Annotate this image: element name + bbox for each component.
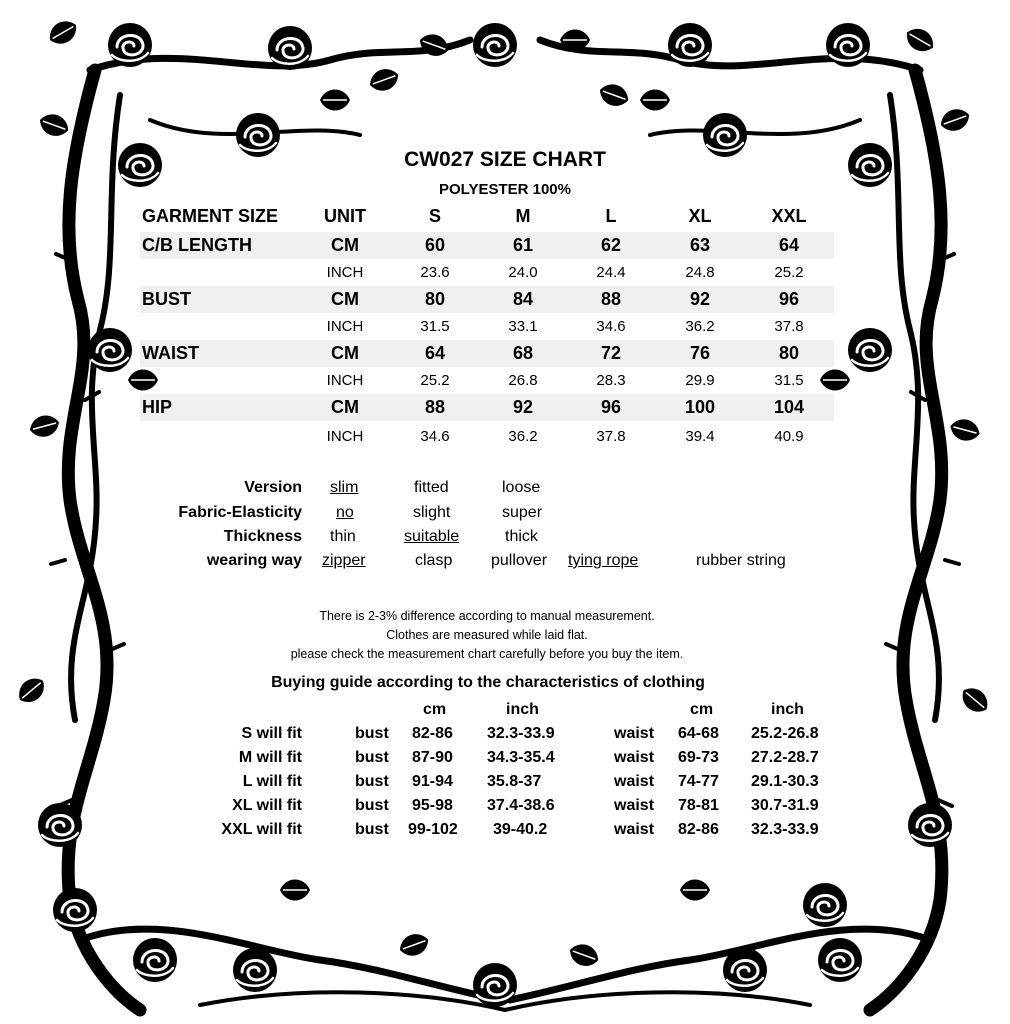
table-cell: 28.3 — [596, 372, 626, 389]
guide-waist-label: waist — [614, 725, 655, 742]
option: thick — [505, 528, 538, 545]
buying-guide-title: Buying guide according to the characteristics of clothing — [271, 674, 705, 691]
guide-bust-label: bust — [355, 797, 389, 814]
table-cell: 23.6 — [420, 264, 450, 281]
guide-waist-label: waist — [614, 821, 655, 838]
guide-bust-inch: 35.8-37 — [487, 773, 542, 790]
chart-subtitle: POLYESTER 100% — [438, 181, 571, 198]
table-cell: 88 — [600, 289, 622, 309]
guide-fit-label: L will fit — [242, 773, 302, 790]
table-cell: 33.1 — [508, 318, 538, 335]
table-cell: 29.9 — [685, 372, 715, 389]
guide-waist-inch: 29.1-30.3 — [751, 773, 819, 790]
table-cell: 25.2 — [420, 372, 450, 389]
guide-bust-inch: 32.3-33.9 — [487, 725, 555, 742]
note-check-chart: please check the measurement chart carefully before you buy the item. — [290, 647, 684, 661]
guide-waist-label: waist — [614, 797, 655, 814]
option: clasp — [415, 552, 453, 569]
table-cell: 25.2 — [774, 264, 804, 281]
guide-waist-cm: 78-81 — [678, 797, 719, 814]
option: slight — [413, 504, 451, 521]
table-cell: 64 — [424, 343, 446, 363]
guide-waist-label: waist — [614, 749, 655, 766]
option-selected: tying rope — [568, 552, 639, 569]
note-laid-flat: Clothes are measured while laid flat. — [386, 628, 588, 642]
column-header-unit: UNIT — [324, 206, 366, 226]
table-cell: 39.4 — [685, 428, 715, 445]
table-cell: 64 — [778, 235, 800, 255]
column-header-l: L — [605, 206, 617, 226]
column-header-xxl: XXL — [771, 206, 807, 226]
attribute-label-thickness: Thickness — [223, 528, 302, 545]
guide-waist-cm: 74-77 — [678, 773, 719, 790]
unit-cm: CM — [331, 235, 359, 255]
guide-waist-cm: 69-73 — [678, 749, 719, 766]
table-cell: 80 — [778, 343, 800, 363]
option: loose — [502, 479, 541, 496]
unit-inch: INCH — [326, 428, 364, 445]
unit-cm: CM — [331, 397, 359, 417]
table-cell: 36.2 — [508, 428, 538, 445]
attribute-label-version: Version — [244, 479, 302, 496]
table-cell: 68 — [512, 343, 534, 363]
guide-fit-label: M will fit — [238, 749, 302, 766]
row-label-waist: WAIST — [142, 343, 199, 363]
guide-bust-cm: 91-94 — [412, 773, 453, 790]
table-cell: 40.9 — [774, 428, 804, 445]
table-cell: 92 — [689, 289, 711, 309]
guide-waist-inch: 27.2-28.7 — [751, 749, 819, 766]
table-cell: 24.4 — [596, 264, 626, 281]
table-cell: 26.8 — [508, 372, 538, 389]
unit-cm: CM — [331, 289, 359, 309]
guide-bust-inch: 34.3-35.4 — [487, 749, 555, 766]
guide-header-cm: cm — [423, 701, 447, 718]
note-measurement-difference: There is 2-3% difference according to manual measurement. — [319, 609, 655, 623]
unit-inch: INCH — [326, 318, 364, 335]
table-cell: 76 — [689, 343, 711, 363]
option: thin — [330, 528, 356, 545]
option: rubber string — [696, 552, 786, 569]
table-cell: 36.2 — [685, 318, 715, 335]
table-cell: 34.6 — [596, 318, 626, 335]
guide-waist-cm: 64-68 — [678, 725, 719, 742]
guide-bust-label: bust — [355, 725, 389, 742]
guide-header-cm: cm — [690, 701, 714, 718]
table-cell: 63 — [689, 235, 711, 255]
table-cell: 34.6 — [420, 428, 450, 445]
table-cell: 24.0 — [508, 264, 538, 281]
unit-inch: INCH — [326, 372, 364, 389]
table-cell: 37.8 — [774, 318, 804, 335]
table-cell: 84 — [512, 289, 534, 309]
chart-title: CW027 SIZE CHART — [404, 148, 606, 171]
table-cell: 24.8 — [685, 264, 715, 281]
option-selected: suitable — [404, 528, 460, 545]
guide-bust-inch: 37.4-38.6 — [487, 797, 555, 814]
option-selected: zipper — [322, 552, 366, 569]
table-cell: 96 — [778, 289, 800, 309]
guide-waist-label: waist — [614, 773, 655, 790]
guide-bust-label: bust — [355, 749, 389, 766]
row-label-hip: HIP — [142, 397, 173, 417]
guide-fit-label: S will fit — [241, 725, 302, 742]
table-cell: 62 — [600, 235, 622, 255]
table-cell: 61 — [512, 235, 534, 255]
guide-header-inch: inch — [506, 701, 539, 718]
table-cell: 31.5 — [420, 318, 450, 335]
table-cell: 80 — [424, 289, 446, 309]
option: fitted — [414, 479, 449, 496]
guide-waist-inch: 32.3-33.9 — [751, 821, 819, 838]
guide-bust-inch: 39-40.2 — [493, 821, 548, 838]
row-label-bust: BUST — [142, 289, 191, 309]
attribute-label-fabric-elasticity: Fabric-Elasticity — [178, 504, 302, 521]
guide-waist-inch: 25.2-26.8 — [751, 725, 819, 742]
table-cell: 60 — [424, 235, 446, 255]
column-header-m: M — [515, 206, 531, 226]
guide-bust-label: bust — [355, 773, 389, 790]
column-header-xl: XL — [688, 206, 712, 226]
option: super — [502, 504, 543, 521]
option-selected: slim — [330, 479, 359, 496]
option-selected: no — [336, 504, 354, 521]
unit-cm: CM — [331, 343, 359, 363]
unit-inch: INCH — [326, 264, 364, 281]
guide-bust-cm: 87-90 — [412, 749, 453, 766]
table-cell: 31.5 — [774, 372, 804, 389]
guide-fit-label: XL will fit — [232, 797, 302, 814]
column-header-s: S — [428, 206, 441, 226]
table-cell: 100 — [684, 397, 716, 417]
table-cell: 37.8 — [596, 428, 626, 445]
table-cell: 104 — [773, 397, 805, 417]
column-header-garment-size: GARMENT SIZE — [142, 206, 279, 226]
guide-bust-cm: 99-102 — [408, 821, 458, 838]
table-cell: 72 — [600, 343, 622, 363]
table-cell: 92 — [512, 397, 534, 417]
guide-waist-cm: 82-86 — [678, 821, 719, 838]
table-cell: 88 — [424, 397, 446, 417]
guide-header-inch: inch — [771, 701, 804, 718]
guide-waist-inch: 30.7-31.9 — [751, 797, 819, 814]
guide-bust-cm: 95-98 — [412, 797, 453, 814]
table-cell: 96 — [600, 397, 622, 417]
option: pullover — [491, 552, 548, 569]
guide-fit-label: XXL will fit — [221, 821, 302, 838]
guide-bust-cm: 82-86 — [412, 725, 453, 742]
attribute-label-wearing-way: wearing way — [206, 552, 302, 569]
guide-bust-label: bust — [355, 821, 389, 838]
row-label-cb-length: C/B LENGTH — [142, 235, 252, 255]
